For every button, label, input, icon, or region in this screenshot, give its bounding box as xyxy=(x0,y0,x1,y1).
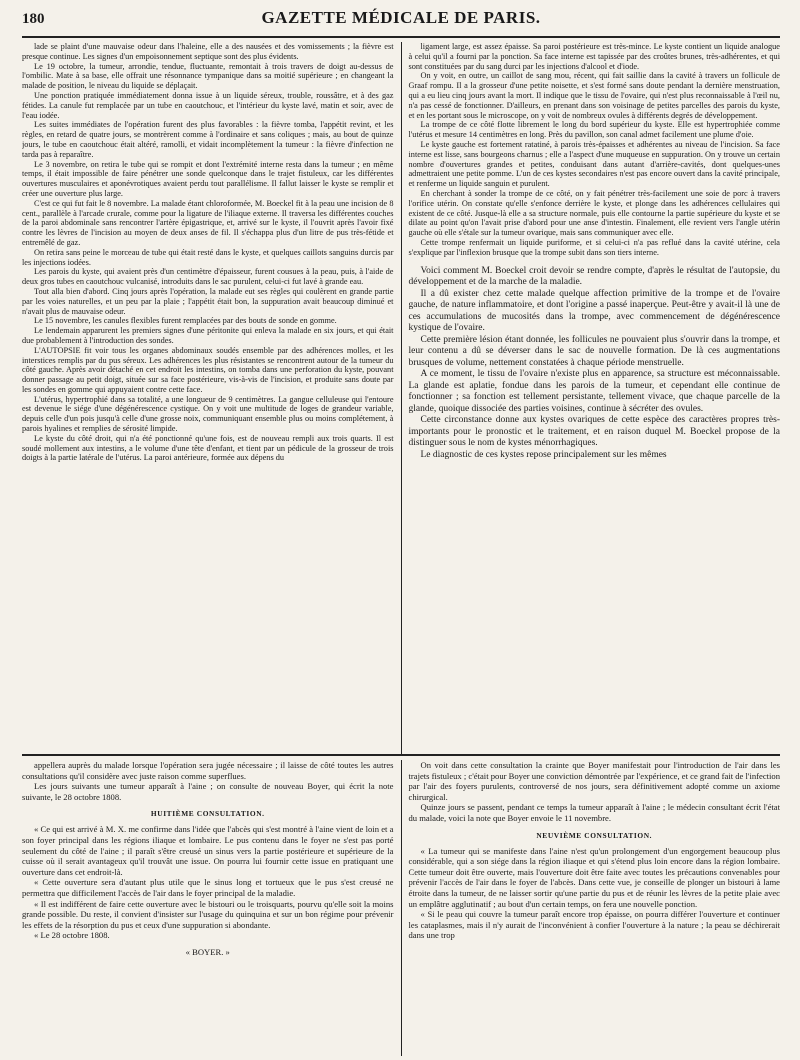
paragraph: Les jours suivants une tumeur apparaît à l'aine ; on consulte de nouveau Boyer, qui écrit la note suivante, le 28 octobre 1808. xyxy=(22,781,394,802)
paragraph: L'utérus, hypertrophié dans sa totalité, a une longueur de 9 centimètres. La gangue celluleuse qui l'entoure est devenue le siége d'une dégénérescence cystique. On y voit une multitude de loges de grandeur variable, depuis celle d'un pois jusqu'à celle d'une grosse noix, communiquant ensemble plus ou moins complétement, à parois hyalines et remplies de sérosité limpide. xyxy=(22,394,394,434)
paragraph: Une ponction pratiquée immédiatement donna issue à un liquide séreux, trouble, roussâtre, et à des gaz fétides. La canule fut remplacée par un tube en caoutchouc, et l'intérieur du kyste lavé, matin et soir, avec de l'eau iodée. xyxy=(22,90,394,120)
paragraph: Le kyste du côté droit, qui n'a été ponctionné qu'une fois, est de nouveau rempli aux trois quarts. Il est soudé mollement aux intestins, a le volume d'une tête d'enfant, et tient par un pédicule de la grosseur de trois doigts à la partie latérale de l'utérus. La paroi antérieure, formée aux dépens du xyxy=(22,433,394,463)
paragraph: lade se plaint d'une mauvaise odeur dans l'haleine, elle a des nausées et des vomissements ; la fièvre est presque continue. Les signes d'un empoisonnement septique sont des plus évidents. xyxy=(22,42,394,61)
page-number: 180 xyxy=(22,11,45,27)
paragraph: L'AUTOPSIE fit voir tous les organes abdominaux soudés ensemble par des adhérences molles, et les interstices remplis par du pus séreux. Les adhérences les plus résistantes se rencontrent autour de la tumeur du côté gauche. Après avoir détaché en cet endroit les intestins, on tomba dans une perforation du kyste, pouvant donner passage au petit doigt, située sur sa face postérieure, vis-à-vis de l'incision, et produite sans doute par les sondes en gomme qui appuyaient contre cette face. xyxy=(22,345,394,394)
paragraph: Le lendemain apparurent les premiers signes d'une péritonite qui enleva la malade en six jours, et qui était due probablement à l'introduction des sondes. xyxy=(22,326,394,345)
paragraph: On voit dans cette consultation la crainte que Boyer manifestait pour l'introduction de l'air dans les trajets fistuleux ; c'était pour Boyer une conviction démontrée par l'expérience, et ce grand fait de l'infection par l'air des foyers purulents, controversé de nos jours, sera définitivement adopté comme un axiome chirurgical. xyxy=(408,760,780,802)
paragraph: Cette première lésion étant donnée, les follicules ne pouvaient plus s'ouvrir dans la trompe, et leur contenu a dû se déverser dans le sac de nouvelle formation. De là ces augmentations brusques de volume, nettement constatées à chaque période menstruelle. xyxy=(408,334,780,368)
paragraph: La trompe de ce côté flotte librement le long du bord supérieur du kyste. Elle est hypertrophiée comme l'utérus et mesure 14 centimètres en long. Près du pavillon, son canal admet facilement une plume d'oie. xyxy=(408,120,780,140)
upper-right-column xyxy=(402,42,781,754)
upper-section xyxy=(22,42,780,756)
paragraph: appellera auprès du malade lorsque l'opération sera jugée nécessaire ; il laisse de côté toutes les autres consultations qu'il considère avec juste raison comme superflues. xyxy=(22,760,394,781)
paragraph: « Cette ouverture sera d'autant plus utile que le sinus long et tortueux que le pus s'est creusé ne permettra que difficilement l'accès de l'air dans le foyer principal de la maladie. xyxy=(22,877,394,898)
lower-left-column xyxy=(22,760,401,1056)
lower-section xyxy=(22,760,780,1056)
commentary xyxy=(409,266,781,462)
paragraph: Les parois du kyste, qui avaient près d'un centimètre d'épaisseur, furent cousues à la peau, puis, à l'aide de deux gros tubes en caoutchouc vulcanisé, introduits dans le sac purulent, celui-ci fut lavé à grande eau. xyxy=(22,267,394,287)
lower-right-column xyxy=(402,760,781,1056)
page-header xyxy=(22,8,780,38)
paragraph: Le 15 novembre, les canules flexibles furent remplacées par des bouts de sonde en gomme. xyxy=(34,316,337,326)
paragraph: C'est ce qui fut fait le 8 novembre. La malade étant chloroformée, M. Boeckel fit à la peau une incision de 8 cent., parallèle à l'arcade crurale, comme pour la ligature de l'iliaque externe. Il traversa les différentes couches de la paroi abdominale sans rencontrer l'artère épigastrique, et, arrivé sur le kyste, il l'ouvrit après l'avoir fixé contre les lèvres de l'incision au moyen de deux anses de fil. Il s'échappa plus d'un litre de pus très-fétide et entremêlé de gaz. xyxy=(22,198,394,247)
date-line: « Le 28 octobre 1808. xyxy=(34,930,110,941)
autopsy-continued xyxy=(409,42,781,258)
journal-title: GAZETTE MÉDICALE DE PARIS. xyxy=(261,8,541,27)
paragraph: On y voit, en outre, un caillot de sang mou, récent, qui fait saillie dans la cavité à travers un follicule de Graaf rompu. Il a la grosseur d'une petite noisette, et s'est formé sans doute pendant la dernière menstruation, qui a eu lieu cinq jours avant la mort. Il indique que le tissu de l'ovaire, qui n'est plus reconnaissable à l'œil nu, n'a pas cessé de fonctionner. D'ailleurs, en prenant dans son voisinage de petites parcelles des parois du kyste, et en les portant sous le microscope, on y voit de nombreux ovules à différents degrés de développement. xyxy=(408,71,780,120)
paragraph: Cette circonstance donne aux kystes ovariques de cette espèce des caractères propres très-importants pour le pronostic et le traitement, et en raison duquel M. Boeckel propose de la distinguer sous le nom de kystes ménorrhagiques. xyxy=(408,415,780,449)
paragraph: On retira sans peine le morceau de tube qui était resté dans le kyste, et quelques caillots sanguins durcis par les injections iodées. xyxy=(22,247,394,267)
paragraph: « La tumeur qui se manifeste dans l'aine n'est qu'un prolongement d'un engorgement beaucoup plus considérable, qui a son siége dans la région iliaque et qui s'étend plus loin encore dans la région lombaire. Cette tumeur doit être ouverte, mais l'ouverture doit être faite avec toutes les précautions convenables pour prévenir l'accès de l'air dans le foyer de l'abcès. Dans cette vue, je conseille de plonger un bistouri à lame étroite dans la tumeur, de ne laisser sortir qu'une partie du pus et de réunir les lèvres de la petite plaie avec un emplâtre agglutinatif ; au bout d'un certain temps, on fera une nouvelle ponction. xyxy=(408,845,780,909)
consultation-title: NEUVIÈME CONSULTATION. xyxy=(536,830,653,840)
signature: « BOYER. » xyxy=(185,946,230,957)
page xyxy=(22,8,780,1052)
paragraph: ligament large, est assez épaisse. Sa paroi postérieure est très-mince. Le kyste contient un liquide analogue à celui qu'il a fourni par la ponction. Sa face interne est tapissée par des croûtes brunes, très-adhérentes, et qui sont constituées par du sang durci par les injections d'alcool et d'iode. xyxy=(408,42,780,71)
paragraph: En cherchant à sonder la trompe de ce côté, on y fait pénétrer très-facilement une soie de porc à travers l'orifice utérin. On constate qu'elle s'enfonce derrière le kyste, et plonge dans les adhérences cellulaires qui existent de ce côté. Jusque-là elle a sa structure normale, puis elle contourne la partie supérieure du kyste et se dilate au point qu'on l'avait prise d'abord pour une anse d'intestin. Finalement, elle revient vers l'angle utérin gauche où elle s'étale sur la tumeur ovarique, mais sans communiquer avec elle. xyxy=(408,188,780,238)
paragraph: Tout alla bien d'abord. Cinq jours après l'opération, la malade eut ses règles qui coulèrent en grande partie par les voies naturelles, et un peu par la plaie ; l'appétit était bon, la suppuration avait beaucoup diminué et n'avait plus de mauvaise odeur. xyxy=(22,286,394,316)
paragraph: Cette trompe renfermait un liquide puriforme, et si celui-ci n'a pas reflué dans la cavité utérine, cela s'explique par l'inflexion brusque que la trompe subit dans son tiers interne. xyxy=(408,237,780,257)
paragraph: Il a dû exister chez cette malade quelque affection primitive de la trompe et de l'ovaire gauche, de nature inflammatoire, et dont l'origine a passé inaperçue. Peut-être y avait-il là une de ces accumulations de mucosités dans la trompe, avec commencement de dégénérescence kystique de l'ovaire. xyxy=(408,288,780,334)
paragraph: Quinze jours se passent, pendant ce temps la tumeur apparaît à l'aine ; le médecin consultant écrit l'état du malade, voici la note que Boyer envoie le 11 novembre. xyxy=(408,802,780,823)
paragraph: « Il est indifférent de faire cette ouverture avec le bistouri ou le troisquarts, pourvu qu'elle soit la moins grande possible. Du reste, il convient d'insister sur l'usage du quinquina et sur un bon régime pour prévenir les effets de la résorption du pus et ceux d'une suppuration si abondante. xyxy=(22,898,394,930)
paragraph: « Ce qui est arrivé à M. X. me confirme dans l'idée que l'abcès qui s'est montré à l'aine vient de loin et a son foyer principal dans les régions iliaque et lombaire. Le pus contenu dans le foyer ne s'est pas porté seulement du côté de l'aine ; il paraît s'être creusé un sinus vers la partie postérieure et supérieure de la cuisse où il serait avantageux qu'il trouvât une issue. On pourra lui fournir cette issue en pratiquant une ouverture dans cet endroit-là. xyxy=(22,824,394,877)
paragraph: Le diagnostic de ces kystes repose principalement sur les mêmes xyxy=(420,449,667,460)
paragraph: A ce moment, le tissu de l'ovaire n'existe plus en apparence, sa structure est méconnaissable. La glande est aplatie, fondue dans les parois de la tumeur, et cependant elle continue de fonctionner ; sa fonction est tellement persistante, tellement vivace, que chaque parcelle de la glande, quoique dissociée des parties voisines, continue à sécréter des ovules. xyxy=(408,369,780,414)
consultation-title: HUITIÈME CONSULTATION. xyxy=(150,809,265,819)
paragraph: Le kyste gauche est fortement ratatiné, à parois très-épaisses et adhérentes au niveau de l'incision. Sa face interne est lisse, sans bourgeons charnus ; elle a l'aspect d'une muqueuse en suppuration. On y trouve un certain nombre d'ouvertures grandes et petites, conduisant dans autant d'arrière-cavités, dont quelques-unes admettraient une petite pomme. L'un de ces kystes secondaires n'est pas encore ouvert dans la cavité principale, et renferme un liquide sanguin et purulent. xyxy=(408,139,780,189)
upper-left-column xyxy=(22,42,401,754)
paragraph: Les suites immédiates de l'opération furent des plus favorables : la fièvre tomba, l'appétit revint, et les règles, en retard de quatre jours, se montrèrent comme à l'ordinaire et sans coliques ; mais, au bout de quinze jours, le tube en caoutchouc était altéré, ramolli, et vidait incomplètement la tumeur : la fièvre d'infection ne tarda pas à reparaître. xyxy=(22,120,394,159)
paragraph: « Si le peau qui couvre la tumeur paraît encore trop épaisse, on pourra différer l'ouverture et continuer les cataplasmes, mais il n'y aurait de l'inconvénient à confier l'ouverture à la nature ; la peau se déchirerait dans une trop xyxy=(408,909,780,941)
paragraph: Le 3 novembre, on retira le tube qui se rompit et dont l'extrémité interne resta dans la tumeur ; en même temps, il était impossible de faire pénétrer une sonde quelconque dans le trajet fistuleux, car les différentes ouvertures musculaires et aponévrotiques avaient perdu tout parallélisme. Il fallut laisser le kyste se remplir et créer une ouverture plus large. xyxy=(22,159,394,198)
paragraph: Le 19 octobre, la tumeur, arrondie, tendue, fluctuante, remontait à trois travers de doigt au-dessus de l'ombilic. Mate à sa base, elle offrait une résonnance tympanique dans sa moitié supérieure ; en changeant la malade de position, le niveau du liquide se déplaçait. xyxy=(22,61,394,91)
paragraph: Voici comment M. Boeckel croit devoir se rendre compte, d'après le résultat de l'autopsie, du développement et de la marche de la maladie. xyxy=(408,265,780,288)
